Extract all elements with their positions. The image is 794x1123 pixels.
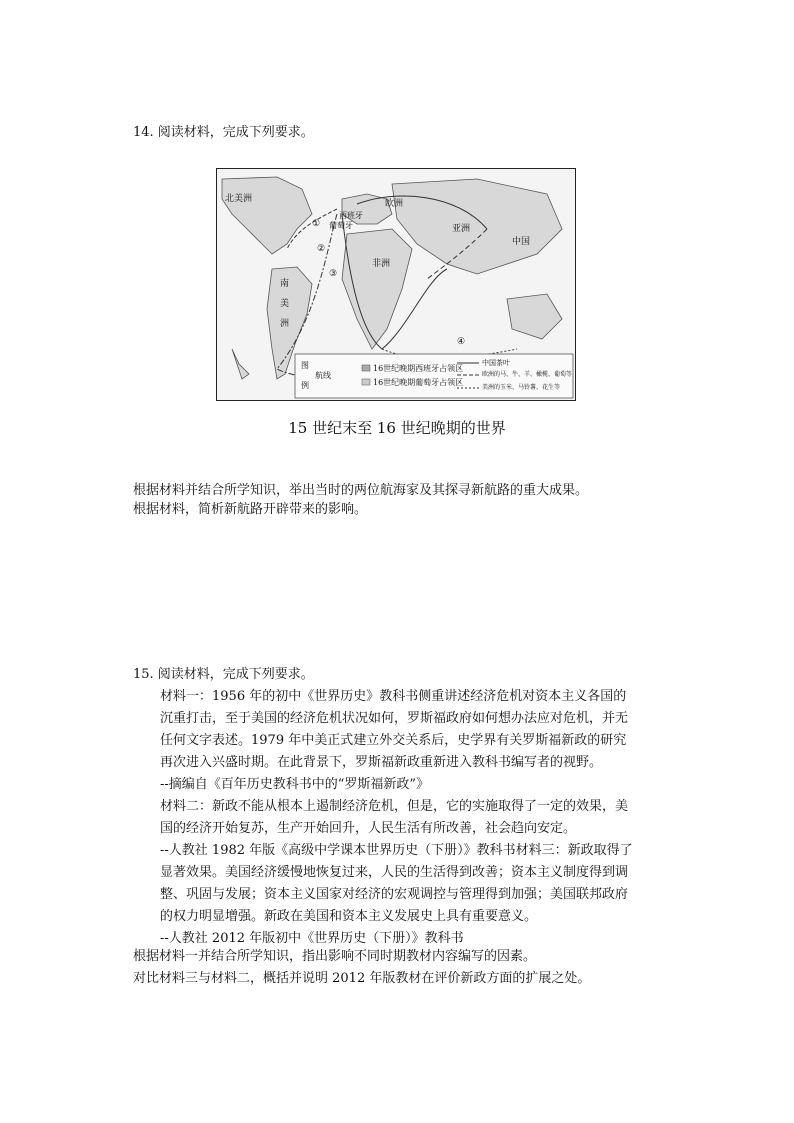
material-line: 的权力明显增强。新政在美国和资本主义发展史上具有重要意义。 xyxy=(160,909,538,924)
material-line: 材料一：1956 年的初中《世界历史》教科书侧重讲述经济危机对资本主义各国的 xyxy=(160,689,627,704)
label-north-america: 北美洲 xyxy=(225,194,253,204)
question-15-title: 15. 阅读材料，完成下列要求。 xyxy=(133,667,314,682)
material-source: --人教社 2012 年版初中《世界历史（下册）》教科书 xyxy=(160,931,464,946)
material-line: 整、巩固与发展；资本主义国家对经济的宏观调控与管理得到加强；美国联邦政府 xyxy=(160,887,629,902)
legend-portugal-area: 16世纪晚期葡萄牙占领区 xyxy=(373,378,464,387)
question-15-requirement-2: 对比材料三与材料二，概括并说明 2012 年版教材在评价新政方面的扩展之处。 xyxy=(133,971,591,986)
label-route-1: ① xyxy=(312,219,321,229)
legend-spain-swatch xyxy=(362,365,370,371)
legend-routes-label: 航线 xyxy=(315,371,331,380)
world-map-figure xyxy=(216,168,576,401)
label-portugal: 葡萄牙 xyxy=(329,221,353,230)
legend-americas-goods: 美洲的玉米、马铃薯、花生等 xyxy=(482,384,561,391)
legend-tea: 中国茶叶 xyxy=(482,359,510,367)
label-route-3: ③ xyxy=(329,269,338,279)
figure-caption: 15 世纪末至 16 世纪晚期的世界 xyxy=(288,419,506,437)
question-14-title: 14. 阅读材料，完成下列要求。 xyxy=(133,125,314,140)
material-line: 显著效果。美国经济缓慢地恢复过来，人民的生活得到改善；资本主义制度得到调 xyxy=(160,865,629,880)
legend-spain-area: 16世纪晚期西班牙占领区 xyxy=(373,364,464,373)
material-line: 任何文字表述。1979 年中美正式建立外交关系后，史学界有关罗斯福新政的研究 xyxy=(160,733,627,748)
question-14-requirement-1: 根据材料并结合所学知识，举出当时的两位航海家及其探寻新航路的重大成果。 xyxy=(133,483,589,498)
label-china: 中国 xyxy=(512,237,531,247)
tip-shape xyxy=(232,349,249,379)
legend-europe-goods: 欧洲的马、牛、羊、橄榄、葡萄等 xyxy=(482,371,573,378)
material-line: 沉重打击，至于美国的经济危机状况如何，罗斯福政府如何想办法应对危机，并无 xyxy=(160,711,629,726)
asia-shape xyxy=(392,179,562,274)
question-14-requirement-2: 根据材料，简析新航路开辟带来的影响。 xyxy=(133,502,368,517)
label-spain: 西班牙 xyxy=(339,211,363,220)
material-line: 再次进入兴盛时期。在此背景下，罗斯福新政重新进入教科书编写者的视野。 xyxy=(160,755,603,770)
material-source: --人教社 1982 年版《高级中学课本世界历史（下册）》教科书材料三：新政取得了 xyxy=(160,843,633,858)
label-south-america-2: 美 xyxy=(280,299,290,309)
label-asia: 亚洲 xyxy=(452,224,471,234)
legend-title-1: 图 xyxy=(301,361,309,370)
north-america-shape xyxy=(222,177,312,254)
legend-portugal-swatch xyxy=(362,379,370,385)
legend-title-2: 例 xyxy=(301,381,309,390)
label-south-america-1: 南 xyxy=(280,279,290,289)
label-route-4: ④ xyxy=(457,337,466,347)
australia-shape xyxy=(507,294,562,339)
material-source: --摘编自《百年历史教科书中的“罗斯福新政”》 xyxy=(160,777,430,792)
label-europe: 欧洲 xyxy=(385,199,404,209)
label-africa: 非洲 xyxy=(372,259,391,269)
label-route-2: ② xyxy=(317,244,326,254)
africa-shape xyxy=(342,229,412,349)
material-line: 材料二：新政不能从根本上遏制经济危机，但是，它的实施取得了一定的效果，美 xyxy=(160,799,629,814)
label-south-america-3: 洲 xyxy=(280,319,290,329)
material-line: 国的经济开始复苏，生产开始回升，人民生活有所改善，社会趋向安定。 xyxy=(160,821,577,836)
question-15-requirement-1: 根据材料一并结合所学知识，指出影响不同时期教材内容编写的因素。 xyxy=(133,949,537,964)
